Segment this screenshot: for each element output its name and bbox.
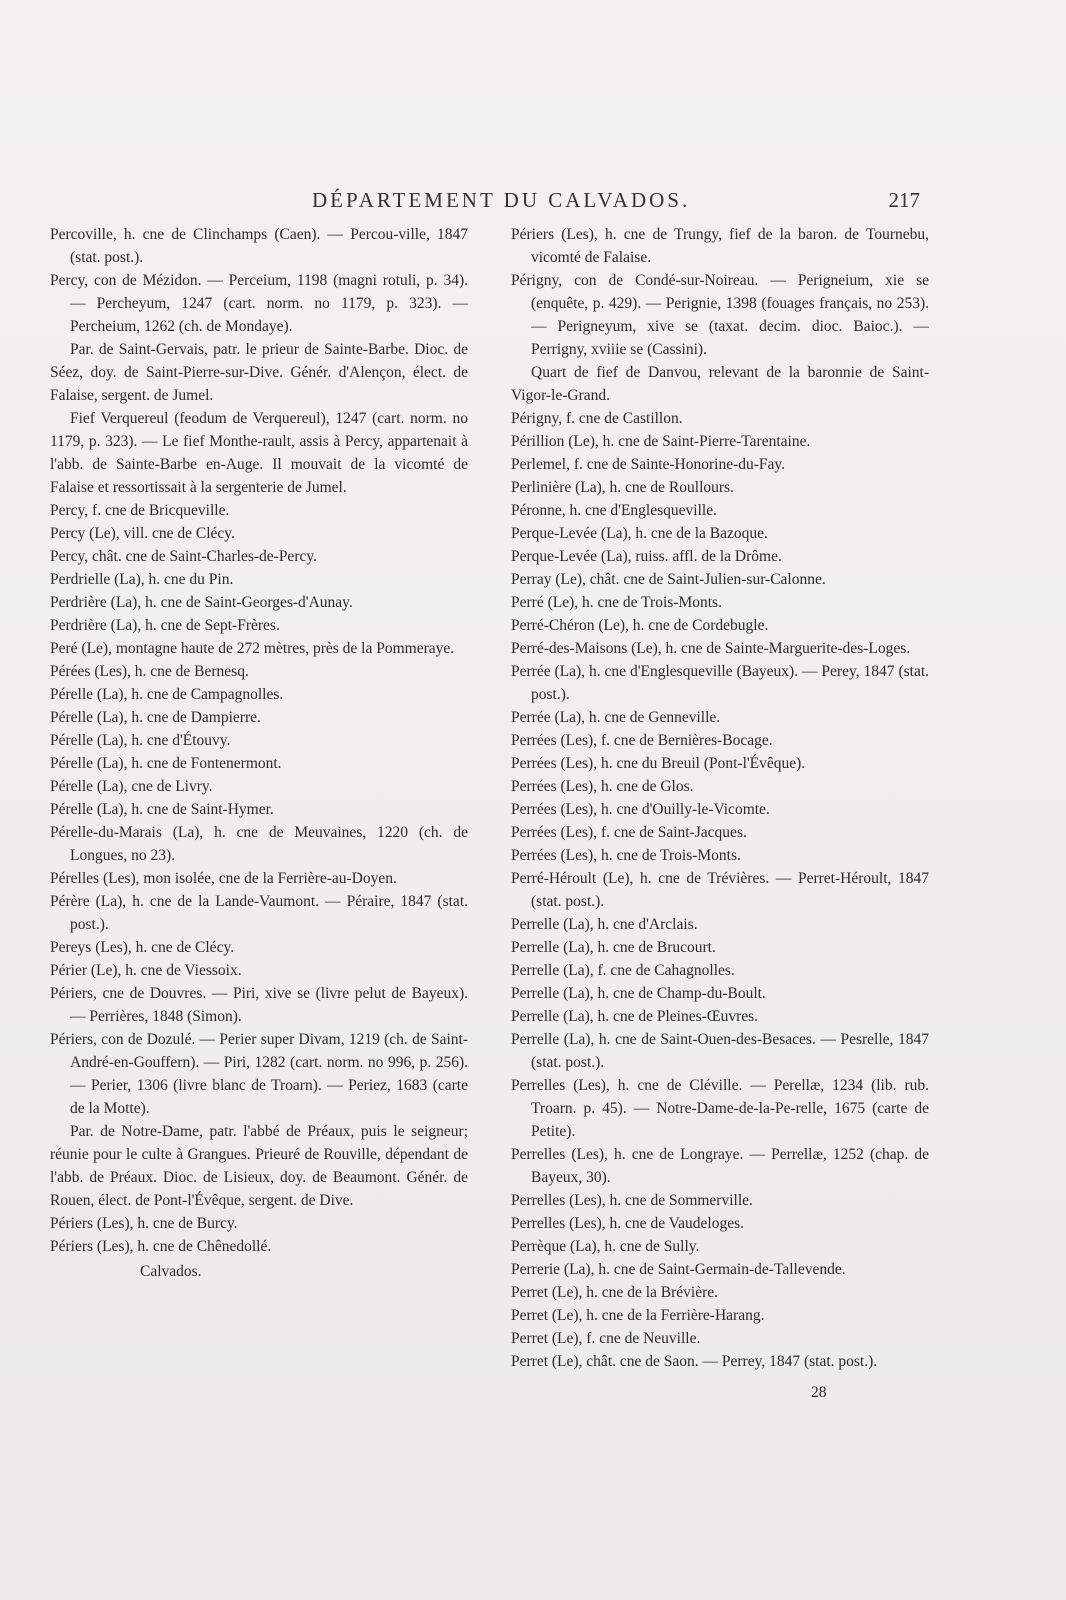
signature-mark: Calvados. — [140, 1263, 202, 1280]
signature-mark: 28 — [811, 1384, 827, 1401]
dictionary-entry: Perrelle (La), h. cne de Champ-du-Boult. — [511, 985, 766, 1002]
dictionary-entry: Perrelle (La), h. cne de Pleines-Œuvres. — [511, 1008, 759, 1025]
left-column — [50, 223, 468, 1283]
dictionary-entry: Perré-Héroult (Le), h. cne de Trévières. — Perret-Héroult, 1847 (stat. post.). — [511, 870, 929, 910]
dictionary-entry: Périers (Les), h. cne de Burcy. — [50, 1215, 238, 1232]
dictionary-entry: Perrelles (Les), h. cne de Cléville. — Perellæ, 1234 (lib. rub. Troarn. p. 45). — Notre-Dame-de-la-Pe-relle, 1675 (carte de Petite). — [511, 1077, 929, 1140]
dictionary-entry: Perré-Chéron (Le), h. cne de Cordebugle. — [511, 617, 769, 634]
dictionary-entry: Percy, chât. cne de Saint-Charles-de-Percy. — [50, 548, 317, 565]
dictionary-entry: Perrelles (Les), h. cne de Vaudeloges. — [511, 1215, 744, 1232]
dictionary-entry: Percy, f. cne de Bricqueville. — [50, 502, 230, 519]
paragraph: Quart de fief de Danvou, relevant de la baronnie de Saint-Vigor-le-Grand. — [511, 364, 929, 404]
dictionary-entry: Perray (Le), chât. cne de Saint-Julien-sur-Calonne. — [511, 571, 826, 588]
paragraph: Par. de Notre-Dame, patr. l'abbé de Préaux, puis le seigneur; réunie pour le culte à Grangues. Prieuré de Rouville, dépendant de l'abb. de Préaux. Dioc. de Lisieux, doy. de Beaumont. Génér. de Rouen, élect. de Pont-l'Évêque, sergent. de Dive. — [50, 1123, 468, 1209]
dictionary-entry: Perrelle (La), h. cne de Brucourt. — [511, 939, 716, 956]
dictionary-entry: Percy (Le), vill. cne de Clécy. — [50, 525, 235, 542]
dictionary-entry: Perrerie (La), h. cne de Saint-Germain-de-Tallevende. — [511, 1261, 846, 1278]
dictionary-entry: Peré (Le), montagne haute de 272 mètres, près de la Pommeraye. — [50, 640, 455, 657]
dictionary-entry: Perrelle (La), h. cne de Saint-Ouen-des-Besaces. — Pesrelle, 1847 (stat. post.). — [511, 1031, 929, 1071]
paragraph: Par. de Saint-Gervais, patr. le prieur de Sainte-Barbe. Dioc. de Séez, doy. de Saint-Pierre-sur-Dive. Génér. d'Alençon, élect. de Falaise, sergent. de Jumel. — [50, 341, 468, 404]
dictionary-entry: Pérelle (La), h. cne de Saint-Hymer. — [50, 801, 274, 818]
dictionary-entry: Perret (Le), f. cne de Neuville. — [511, 1330, 701, 1347]
dictionary-entry: Périllion (Le), h. cne de Saint-Pierre-Tarentaine. — [511, 433, 811, 450]
dictionary-entry: Perlinière (La), h. cne de Roullours. — [511, 479, 734, 496]
dictionary-entry: Perque-Levée (La), h. cne de la Bazoque. — [511, 525, 768, 542]
dictionary-entry: Percy, con de Mézidon. — Perceium, 1198 (magni rotuli, p. 34). — Percheyum, 1247 (cart. norm. no 1179, p. 323). — Percheium, 1262 (ch. de Mondaye). — [50, 272, 468, 335]
dictionary-entry: Perlemel, f. cne de Sainte-Honorine-du-Fay. — [511, 456, 786, 473]
dictionary-entry: Périer (Le), h. cne de Viessoix. — [50, 962, 242, 979]
running-head — [290, 188, 930, 218]
dictionary-entry: Perrées (Les), h. cne du Breuil (Pont-l'Évêque). — [511, 755, 806, 772]
dictionary-entry: Pérelle (La), h. cne de Dampierre. — [50, 709, 261, 726]
dictionary-entry: Périers, con de Dozulé. — Perier super Divam, 1219 (ch. de Saint-André-en-Gouffern). — Piri, 1282 (cart. norm. no 996, p. 256). — Perier, 1306 (livre blanc de Troarn). — Periez, 1683 (carte de la Motte). — [50, 1031, 468, 1117]
dictionary-entry: Perrée (La), h. cne de Genneville. — [511, 709, 721, 726]
dictionary-entry: Perrée (La), h. cne d'Englesqueville (Bayeux). — Perey, 1847 (stat. post.). — [511, 663, 929, 703]
dictionary-entry: Péronne, h. cne d'Englesqueville. — [511, 502, 717, 519]
dictionary-entry: Perrées (Les), h. cne de Glos. — [511, 778, 694, 795]
dictionary-entry: Perrées (Les), f. cne de Saint-Jacques. — [511, 824, 747, 841]
dictionary-entry: Pérelle-du-Marais (La), h. cne de Meuvaines, 1220 (ch. de Longues, no 23). — [50, 824, 468, 864]
dictionary-entry: Perré-des-Maisons (Le), h. cne de Sainte-Marguerite-des-Loges. — [511, 640, 911, 657]
dictionary-entry: Pérelles (Les), mon isolée, cne de la Ferrière-au-Doyen. — [50, 870, 397, 887]
dictionary-entry: Pérelle (La), h. cne de Campagnolles. — [50, 686, 284, 703]
dictionary-entry: Perque-Levée (La), ruiss. affl. de la Drôme. — [511, 548, 782, 565]
dictionary-entry: Perdrielle (La), h. cne du Pin. — [50, 571, 234, 588]
dictionary-entry: Perré (Le), h. cne de Trois-Monts. — [511, 594, 722, 611]
dictionary-entry: Pérelle (La), h. cne d'Étouvy. — [50, 732, 231, 749]
dictionary-entry: Perrelles (Les), h. cne de Sommerville. — [511, 1192, 753, 1209]
running-title: DÉPARTEMENT DU CALVADOS. — [312, 188, 691, 212]
dictionary-entry: Perret (Le), h. cne de la Ferrière-Harang. — [511, 1307, 765, 1324]
dictionary-entry: Périgny, f. cne de Castillon. — [511, 410, 683, 427]
paragraph: Fief Verquereul (feodum de Verquereul), 1247 (cart. norm. no 1179, p. 323). — Le fief Monthe-rault, assis à Percy, appartenait à l'abb. de Sainte-Barbe en-Auge. Il mouvait de la vicomté de Falaise et ressortissait à la sergenterie de Jumel. — [50, 410, 468, 496]
dictionary-entry: Périers (Les), h. cne de Chênedollé. — [50, 1238, 272, 1255]
dictionary-entry: Pereys (Les), h. cne de Clécy. — [50, 939, 235, 956]
dictionary-entry: Perret (Le), chât. cne de Saon. — Perrey, 1847 (stat. post.). — [511, 1353, 878, 1370]
dictionary-entry: Perrées (Les), f. cne de Bernières-Bocage. — [511, 732, 773, 749]
dictionary-entry: Pérelle (La), cne de Livry. — [50, 778, 213, 795]
dictionary-entry: Périgny, con de Condé-sur-Noireau. — Perigneium, xie se (enquête, p. 429). — Perignie, 1398 (fouages français, no 253). — Perigneyum, xive se (taxat. decim. dioc. Baioc.). — Perrigny, xviiie se (Cassini). — [511, 272, 929, 358]
dictionary-entry: Perdrière (La), h. cne de Sept-Frères. — [50, 617, 280, 634]
dictionary-entry: Perret (Le), h. cne de la Brévière. — [511, 1284, 718, 1301]
dictionary-entry: Périers, cne de Douvres. — Piri, xive se (livre pelut de Bayeux). — Perrières, 1848 (Simon). — [50, 985, 468, 1025]
dictionary-entry: Pérées (Les), h. cne de Bernesq. — [50, 663, 249, 680]
dictionary-entry: Perrelles (Les), h. cne de Longraye. — Perrellæ, 1252 (chap. de Bayeux, 30). — [511, 1146, 929, 1186]
dictionary-entry: Perrèque (La), h. cne de Sully. — [511, 1238, 700, 1255]
dictionary-entry: Perrelle (La), h. cne d'Arclais. — [511, 916, 698, 933]
dictionary-entry: Pérère (La), h. cne de la Lande-Vaumont. — Péraire, 1847 (stat. post.). — [50, 893, 468, 933]
dictionary-entry: Pérelle (La), h. cne de Fontenermont. — [50, 755, 282, 772]
dictionary-entry: Perrées (Les), h. cne d'Ouilly-le-Vicomte. — [511, 801, 770, 818]
dictionary-entry: Perdrière (La), h. cne de Saint-Georges-d'Aunay. — [50, 594, 353, 611]
dictionary-entry: Perrées (Les), h. cne de Trois-Monts. — [511, 847, 741, 864]
right-column — [511, 223, 929, 1404]
dictionary-entry: Perrelle (La), f. cne de Cahagnolles. — [511, 962, 735, 979]
dictionary-entry: Percoville, h. cne de Clinchamps (Caen). — Percou-ville, 1847 (stat. post.). — [50, 226, 468, 266]
dictionary-entry: Périers (Les), h. cne de Trungy, fief de la baron. de Tournebu, vicomté de Falaise. — [511, 226, 929, 266]
page-number: 217 — [888, 188, 920, 212]
